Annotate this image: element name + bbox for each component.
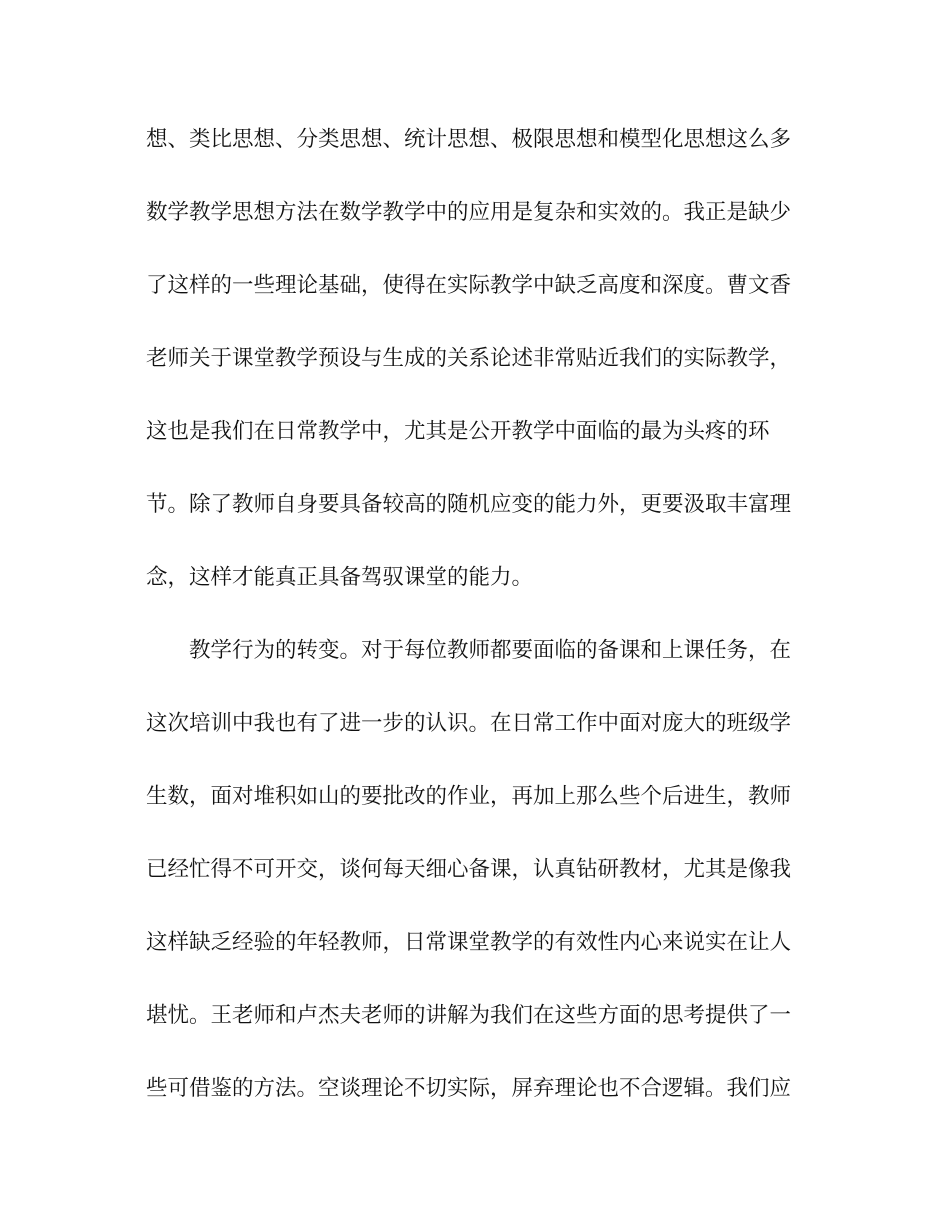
text-line: 这也是我们在日常教学中，尤其是公开教学中面临的最为头疼的环 [146,419,770,444]
text-line: 数学教学思想方法在数学教学中的应用是复杂和实效的。我正是缺少 [146,200,792,225]
text-line: 堪忧。王老师和卢杰夫老师的讲解为我们在这些方面的思考提供了一 [146,1003,792,1028]
text-line: 节。除了教师自身要具备较高的随机应变的能力外，更要汲取丰富理 [146,492,792,517]
text-line: 这样缺乏经验的年轻教师，日常课堂教学的有效性内心来说实在让人 [146,930,792,955]
text-line: 了这样的一些理论基础，使得在实际教学中缺乏高度和深度。曹文香 [146,273,792,298]
paragraph-first-line: 教学行为的转变。对于每位教师都要面临的备课和上课任务，在 [189,638,792,663]
text-line: 念，这样才能真正具备驾驭课堂的能力。 [146,565,534,590]
text-line: 些可借鉴的方法。空谈理论不切实际，屏弃理论也不合逻辑。我们应 [146,1076,792,1101]
text-line: 想、类比思想、分类思想、统计思想、极限思想和模型化思想这么多 [146,127,792,152]
text-line: 生数，面对堆积如山的要批改的作业，再加上那么些个后进生，教师 [146,784,792,809]
text-line: 这次培训中我也有了进一步的认识。在日常工作中面对庞大的班级学 [146,711,792,736]
text-line: 已经忙得不可开交，谈何每天细心备课，认真钻研教材，尤其是像我 [146,857,792,882]
body-text [146,118,806,1140]
text-line: 老师关于课堂教学预设与生成的关系论述非常贴近我们的实际教学， [146,346,792,371]
